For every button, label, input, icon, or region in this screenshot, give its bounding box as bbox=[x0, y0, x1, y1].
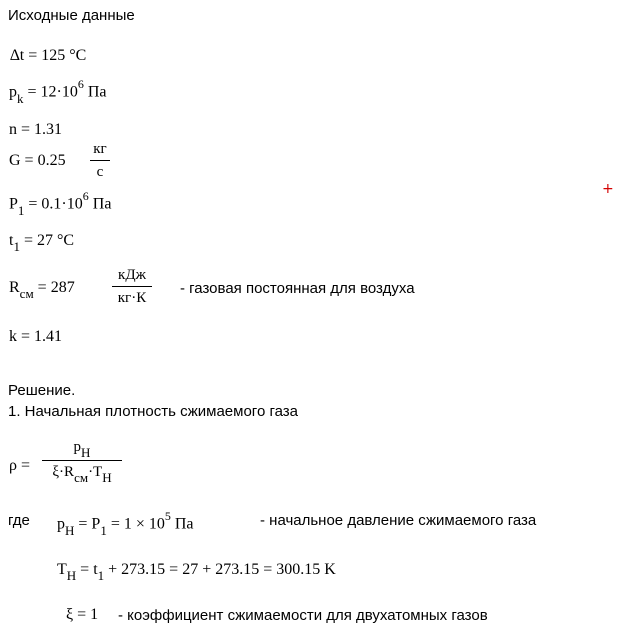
rho-num-subscript: Н bbox=[81, 445, 91, 460]
rho-fraction bbox=[42, 439, 122, 485]
r-unit-fraction bbox=[112, 268, 152, 306]
t1-line bbox=[9, 232, 75, 255]
r-subscript: см bbox=[19, 286, 34, 302]
ph-subscript: Н bbox=[65, 522, 75, 538]
k-line: k = 1.41 bbox=[9, 328, 63, 345]
r-line bbox=[9, 279, 75, 302]
th-rest: + 273.15 = 27 + 273.15 = 300.15 K bbox=[104, 561, 336, 578]
th-line bbox=[57, 561, 336, 584]
rho-denominator bbox=[42, 464, 122, 485]
t1-symbol: t bbox=[9, 232, 14, 249]
ph-unit: Па bbox=[170, 515, 194, 533]
g-unit-fraction bbox=[90, 142, 110, 180]
p1-subscript: 1 bbox=[17, 202, 25, 218]
fraction-bar bbox=[42, 460, 122, 461]
delta-t-line: ∆t = 125 °C bbox=[10, 47, 87, 64]
g-unit-numerator: кг bbox=[93, 141, 107, 157]
r-unit-denominator: кг·К bbox=[117, 290, 147, 306]
pk-line bbox=[9, 77, 107, 106]
p1-line bbox=[9, 189, 112, 218]
where-label: где bbox=[8, 512, 30, 529]
rho-num-symbol: p bbox=[73, 439, 82, 455]
p1-value: = 0.1·10 bbox=[24, 195, 83, 213]
r-symbol: R bbox=[9, 279, 20, 296]
p1-unit: Па bbox=[88, 195, 112, 213]
g-line: G = 0.25 bbox=[9, 152, 66, 169]
r-unit-numerator: кДж bbox=[118, 267, 146, 283]
xi-note: - коэффициент сжимаемости для двухатомных газов bbox=[118, 607, 488, 624]
ph-note: - начальное давление сжимаемого газа bbox=[260, 512, 537, 529]
fraction-bar bbox=[112, 286, 152, 287]
t1-subscript: 1 bbox=[13, 239, 20, 255]
th-subscript-2: 1 bbox=[97, 568, 105, 584]
th-middle: = t bbox=[76, 561, 98, 578]
fraction-bar bbox=[90, 160, 110, 161]
ph-line bbox=[57, 509, 194, 538]
ph-value: = 1 × 10 bbox=[106, 515, 165, 533]
r-note: - газовая постоянная для воздуха bbox=[180, 280, 415, 297]
ph-middle: = P bbox=[74, 515, 101, 533]
step-1-heading: 1. Начальная плотность сжимаемого газа bbox=[8, 403, 298, 420]
p1-symbol: P bbox=[9, 195, 18, 213]
pk-exponent: 6 bbox=[77, 77, 84, 91]
ph-symbol: p bbox=[57, 515, 65, 533]
solution-title: Решение. bbox=[8, 382, 76, 399]
rho-den-subscript-1: см bbox=[74, 470, 89, 485]
xi-line: ξ = 1 bbox=[66, 606, 99, 623]
th-subscript: Н bbox=[66, 568, 77, 584]
rho-lhs: ρ = bbox=[9, 457, 31, 474]
g-unit-denominator: с bbox=[96, 164, 104, 180]
n-line: n = 1.31 bbox=[9, 121, 63, 138]
rho-den-part-a: ξ·R bbox=[52, 464, 75, 480]
red-plus-marker: + bbox=[602, 181, 614, 197]
rho-den-part-b: ·T bbox=[88, 464, 103, 480]
p1-exponent: 6 bbox=[82, 189, 89, 203]
section-header: Исходные данные bbox=[8, 7, 135, 24]
th-symbol: T bbox=[57, 561, 67, 578]
pk-subscript: k bbox=[17, 90, 24, 106]
pk-value: = 12·10 bbox=[23, 83, 78, 101]
t1-value: = 27 °C bbox=[19, 232, 75, 249]
rho-den-subscript-2: Н bbox=[102, 470, 112, 485]
pk-symbol: p bbox=[9, 83, 17, 101]
r-value: = 287 bbox=[33, 279, 75, 296]
pk-unit: Па bbox=[83, 83, 107, 101]
rho-numerator bbox=[42, 439, 122, 460]
ph-subscript-2: 1 bbox=[100, 522, 107, 538]
ph-exponent: 5 bbox=[164, 509, 171, 523]
